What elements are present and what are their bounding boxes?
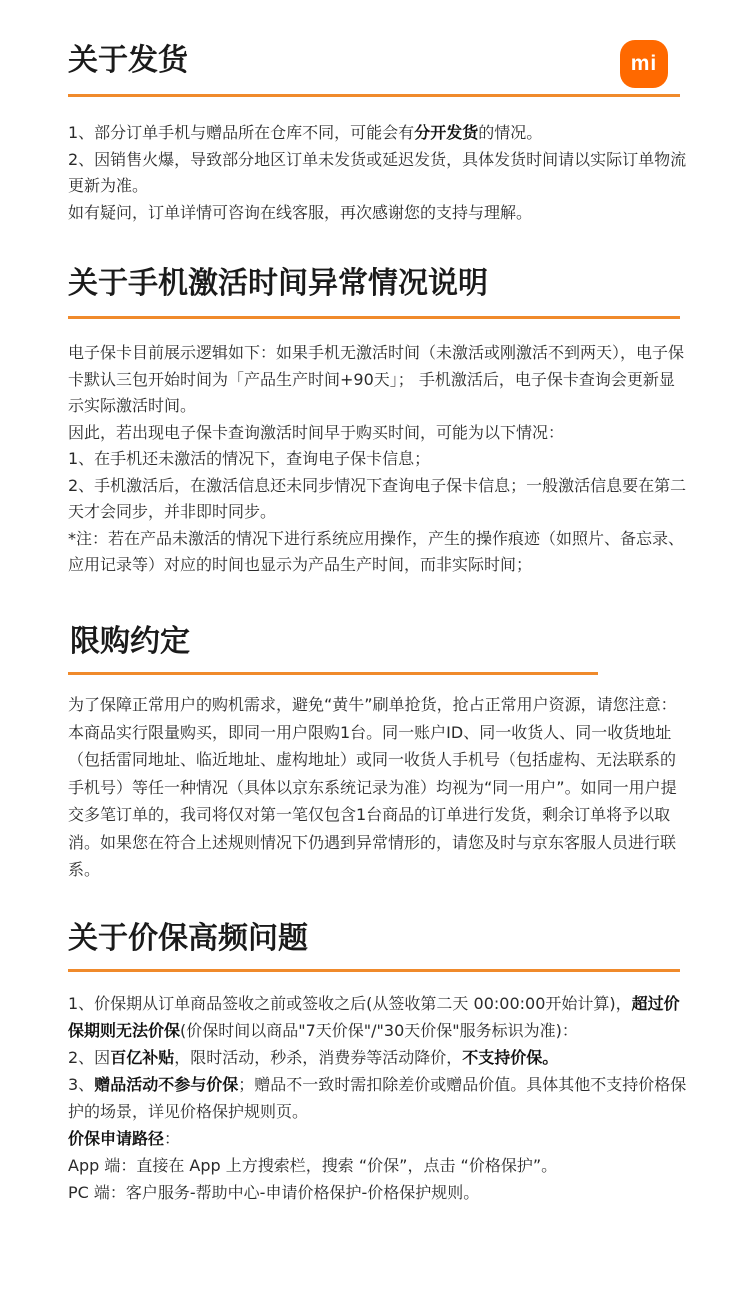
emphasis-text: 赠品活动不参与价保 — [94, 1075, 239, 1094]
mi-logo-icon — [620, 40, 668, 88]
paragraph — [68, 147, 690, 200]
emphasis-text: 价保申请路径 — [68, 1129, 165, 1148]
paragraph — [68, 120, 690, 147]
section-title: 关于发货 — [68, 43, 188, 78]
body-text: 3、 — [68, 1075, 95, 1094]
body-text: *注：若在产品未激活的情况下进行系统应用操作，产生的操作痕迹（如照片、备忘录、应用记录等）对应的时间也显示为产品生产时间，而非实际时间； — [68, 528, 685, 574]
paragraph — [68, 200, 690, 227]
body-text: 2、因销售火爆，导致部分地区订单未发货或延迟发货，具体发货时间请以实际订单物流更新为准。 — [68, 149, 687, 195]
paragraph — [68, 473, 690, 526]
paragraph — [68, 1071, 690, 1125]
logo-text: mi — [630, 52, 658, 75]
paragraph — [68, 526, 690, 579]
section-body — [68, 120, 690, 226]
emphasis-text: 超过价保期则无法价保 — [68, 994, 680, 1040]
paragraph — [68, 420, 690, 447]
paragraph — [68, 691, 690, 884]
emphasis-text: 百亿补贴 — [110, 1048, 175, 1067]
body-text: 2、因 — [68, 1048, 111, 1067]
section-body — [68, 990, 690, 1206]
paragraph — [68, 446, 690, 473]
body-text: 为了保障正常用户的购机需求，避免“黄牛”刷单抢货，抢占正常用户资源，请您注意：本商品实行限量购买，即同一用户限购1台。同一账户ID、同一收货人、同一收货地址（包括雷同地址、临近地址、虚构地址）或同一收货人手机号（包括虚构、无法联系的手机号）等任一种情况（具体以京东系统记录为准）均视为“同一用户”。如同一用户提交多笔订单的，我司将仅对第一笔仅包含1台商品的订单进行发货，剩余订单将予以取消。如果您在符合上述规则情况下仍遇到异常情形的，请您及时与京东客服人员进行联系。 — [68, 695, 677, 879]
body-text: 1、部分订单手机与赠品所在仓库不同，可能会有 — [68, 123, 415, 142]
section-title: 关于价保高频问题 — [68, 921, 308, 956]
body-text: ： — [164, 1129, 181, 1148]
paragraph — [68, 1179, 690, 1206]
body-text: ；赠品不一致时需扣除差价或赠品价值。具体其他不支持价格保护的场景，详见价格保护规则页。 — [68, 1075, 687, 1121]
section-divider — [68, 969, 680, 972]
section-divider — [68, 672, 598, 675]
body-text: (价保时间以商品"7天价保"/"30天价保"服务标识为准)： — [180, 1021, 578, 1040]
paragraph — [68, 1125, 690, 1152]
body-text: 如有疑问，订单详情可咨询在线客服，再次感谢您的支持与理解。 — [68, 202, 533, 222]
body-text: 电子保卡目前展示逻辑如下：如果手机无激活时间（未激活或刚激活不到两天），电子保卡默认三包开始时间为「产品生产时间+90天」； 手机激活后，电子保卡查询会更新显示实际激活时间。 — [68, 343, 685, 415]
paragraph — [68, 1044, 690, 1071]
body-text: ，限时活动，秒杀，消费券等活动降价， — [174, 1048, 463, 1067]
section-body — [68, 691, 690, 884]
section-title: 限购约定 — [70, 624, 190, 659]
body-text: 1、价保期从订单商品签收之前或签收之后(从签收第二天 00:00:00开始计算)， — [68, 994, 632, 1013]
section-title: 关于手机激活时间异常情况说明 — [68, 266, 488, 301]
emphasis-text: 不支持价保。 — [462, 1048, 559, 1067]
section-divider — [68, 94, 680, 97]
section-divider — [68, 316, 680, 319]
paragraph — [68, 990, 690, 1044]
emphasis-text: 分开发货 — [414, 123, 479, 142]
body-text: 的情况。 — [478, 123, 543, 142]
body-text: PC 端：客户服务-帮助中心-申请价格保护-价格保护规则。 — [68, 1183, 480, 1202]
paragraph — [68, 340, 690, 420]
body-text: 因此，若出现电子保卡查询激活时间早于购买时间，可能为以下情况： — [68, 422, 565, 442]
section-body — [68, 340, 690, 579]
body-text: 1、在手机还未激活的情况下，查询电子保卡信息； — [68, 449, 431, 468]
paragraph — [68, 1152, 690, 1179]
body-text: 2、手机激活后，在激活信息还未同步情况下查询电子保卡信息；一般激活信息要在第二天才会同步，并非即时同步。 — [68, 475, 687, 521]
body-text: App 端：直接在 App 上方搜索栏，搜索 “价保”，点击 “价格保护”。 — [68, 1156, 558, 1175]
